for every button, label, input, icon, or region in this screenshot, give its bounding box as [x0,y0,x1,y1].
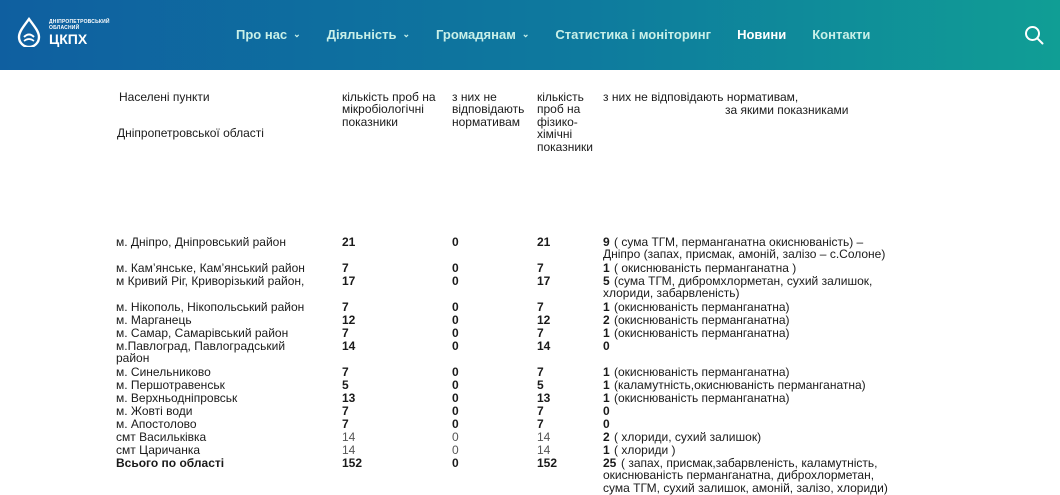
nav-item-about[interactable]: Про нас ⌄ [236,27,301,42]
row-micro-fail: 0 [452,339,459,353]
row-phys-count: 7 [537,365,544,379]
row-place: м. Самар, Самарівський район [116,326,289,340]
row-micro-fail: 0 [452,300,459,314]
row-place: смт Царичанка [116,443,201,457]
row-phys-fail-count: 2 [603,430,610,444]
row-phys-fail-indicators: (окиснюваність перманганатна) [614,326,790,340]
row-micro-count: 7 [342,404,349,418]
row-phys-fail-indicators: (окиснюваність перманганатна) [614,300,790,314]
main-nav [236,27,896,42]
row-place: м. Верхньодніпровськ [116,391,238,405]
row-micro-fail: 0 [452,313,459,327]
row-micro-count: 13 [342,391,356,405]
row-place: м. Синельниково [116,365,211,379]
row-micro-count: 152 [342,456,363,470]
row-phys-fail-indicators: ( сума ТГМ, перманганатна окиснюваність) – Дніпро (запах, присмак, амоній, залізо – с.Солоне) [603,235,886,262]
row-phys-count: 17 [537,274,551,288]
row-micro-fail: 0 [452,430,459,444]
row-phys-count: 13 [537,391,551,405]
row-micro-count: 14 [342,443,356,457]
nav-item-citizens[interactable]: Громадянам ⌄ [436,27,530,42]
row-place: смт Васильківка [116,430,207,444]
row-micro-count: 7 [342,365,349,379]
row-phys-fail-count: 1 [603,326,610,340]
row-micro-count: 7 [342,417,349,431]
row-micro-fail: 0 [452,417,459,431]
chevron-down-icon: ⌄ [521,29,530,39]
logo-title: ЦКПХ [49,30,88,47]
row-place: Всього по області [116,456,225,470]
row-phys-fail-count: 1 [603,261,610,275]
logo-drop-icon [14,17,44,47]
row-micro-count: 5 [342,378,349,392]
header-phys-samples: кількість проб на фізико- хімічні показники [537,90,594,154]
site-logo[interactable] [14,17,110,47]
row-micro-fail: 0 [452,235,459,249]
row-micro-fail: 0 [452,261,459,275]
row-phys-count: 21 [537,235,551,249]
row-micro-fail: 0 [452,391,459,405]
row-phys-fail-indicators: (окиснюваність перманганатна) [614,391,790,405]
row-phys-count: 7 [537,417,544,431]
header-settlements: Населені пункти [119,90,210,104]
row-phys-fail-count: 1 [603,365,610,379]
header-micro-fail: з них не відповідають нормативам [452,90,525,129]
row-phys-fail-count: 5 [603,274,610,288]
header-micro-samples: кількість проб на мікробіологічні показники [342,90,436,129]
row-phys-fail-indicators: ( окиснюваність перманганатна ) [614,261,797,275]
search-icon[interactable] [1024,25,1044,45]
row-phys-fail-count: 0 [603,417,610,431]
header-region: Дніпропетровської області [117,126,264,140]
nav-item-statistics[interactable]: Статистика і моніторинг [555,27,712,42]
row-phys-fail-indicators: (сума ТГМ, дибромхлорметан, сухий залишок, хлориди, забарвленість) [603,274,873,301]
row-phys-count: 12 [537,313,551,327]
row-phys-count: 5 [537,378,544,392]
row-micro-count: 21 [342,235,356,249]
row-phys-fail-indicators: ( хлориди ) [614,443,676,457]
nav-item-news[interactable]: Новини [737,27,787,42]
row-phys-count: 7 [537,261,544,275]
row-micro-fail: 0 [452,274,459,288]
row-phys-fail-count: 1 [603,391,610,405]
row-phys-fail-count: 0 [603,404,610,418]
chevron-down-icon: ⌄ [402,29,411,39]
row-phys-fail-indicators: (каламутність,окиснюваність перманганатна) [614,378,866,392]
row-phys-fail-count: 25 [603,456,617,470]
row-place: м. Апостолово [116,417,197,431]
row-place: м. Марганець [116,313,192,327]
row-micro-count: 7 [342,300,349,314]
row-micro-fail: 0 [452,326,459,340]
row-phys-count: 14 [537,443,551,457]
row-phys-count: 7 [537,326,544,340]
row-micro-count: 17 [342,274,356,288]
row-phys-fail-count: 1 [603,378,610,392]
row-place: м. Першотравенськ [116,378,225,392]
site-header [0,0,1060,70]
row-micro-fail: 0 [452,456,459,470]
row-phys-fail-count: 0 [603,339,610,353]
row-place: м.Павлоград, Павлоградський район [116,339,286,366]
logo-subtitle-1: ДНІПРОПЕТРОВСЬКИЙ [49,18,110,25]
row-micro-count: 14 [342,430,356,444]
row-micro-fail: 0 [452,365,459,379]
row-phys-count: 14 [537,430,551,444]
row-place: м Кривий Ріг, Криворізький район, [116,274,305,288]
row-phys-count: 7 [537,300,544,314]
row-place: м. Дніпро, Дніпровський район [116,235,286,249]
header-phys-fail: з них не відповідають нормативам, [603,90,799,104]
row-place: м. Кам’янське, Кам’янський район [116,261,305,275]
row-phys-fail-indicators: ( хлориди, сухий залишок) [614,430,762,444]
row-phys-fail-count: 1 [603,300,610,314]
chevron-down-icon: ⌄ [293,29,301,39]
row-phys-fail-indicators: (окиснюваність перманганатна) [614,313,790,327]
nav-item-contacts[interactable]: Контакти [812,27,871,42]
row-phys-fail-indicators: (окиснюваність перманганатна) [614,365,790,379]
row-micro-fail: 0 [452,378,459,392]
row-micro-count: 14 [342,339,356,353]
header-phys-fail-indicators: за якими показниками [725,103,849,117]
row-phys-count: 152 [537,456,558,470]
row-micro-fail: 0 [452,443,459,457]
nav-item-activity[interactable]: Діяльність ⌄ [326,27,411,42]
row-phys-fail-count: 2 [603,313,610,327]
row-place: м. Жовті води [116,404,193,418]
row-phys-fail-count: 9 [603,235,610,249]
row-micro-count: 7 [342,261,349,275]
logo-subtitle-2: ОБЛАСНИЙ [49,24,80,31]
row-phys-count: 7 [537,404,544,418]
row-micro-fail: 0 [452,404,459,418]
row-phys-count: 14 [537,339,551,353]
row-phys-fail-count: 1 [603,443,610,457]
row-place: м. Нікополь, Нікопольський район [116,300,305,314]
row-micro-count: 12 [342,313,356,327]
row-phys-fail-indicators: ( запах, присмак,забарвленість, каламутність, окиснюваність перманганатна, диброхлорметан, сума ТГМ, сухий залишок, амоній, залізо, хлориди) [603,456,888,495]
row-micro-count: 7 [342,326,349,340]
